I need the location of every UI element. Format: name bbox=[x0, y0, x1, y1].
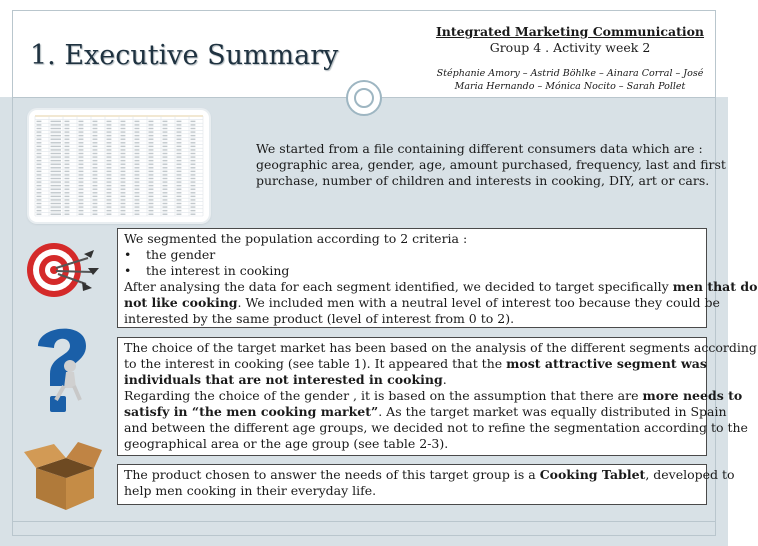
segmentation-lead: We segmented the population according to 2 criteria : bbox=[124, 231, 468, 246]
target-choice-text: Regarding the choice of the gender , it is based on the assumption that there are more needs to bbox=[124, 388, 743, 403]
emphasis: men that do bbox=[672, 279, 758, 294]
emphasis: Cooking Tablet bbox=[539, 467, 646, 482]
segmentation-text: not like cooking. We included men with a neutral level of interest too because they could be bbox=[124, 295, 720, 310]
page-title: 1. Executive Summary bbox=[30, 40, 339, 71]
question-mark-figure-icon bbox=[30, 320, 94, 420]
emphasis: satisfy in “the men cooking market” bbox=[124, 404, 379, 419]
target-choice-text: and between the different age groups, we decided not to refine the segmentation according to the bbox=[124, 420, 748, 435]
spreadsheet-thumbnail bbox=[29, 110, 209, 222]
divider-ring-ornament bbox=[346, 80, 382, 116]
emphasis: not like cooking bbox=[124, 295, 238, 310]
course-title: Integrated Marketing Communication bbox=[435, 24, 705, 39]
segmentation-box bbox=[117, 228, 758, 328]
target-choice-text: to the interest in cooking (see table 1). It appeared that the most attractive segment was bbox=[124, 356, 707, 371]
product-box bbox=[117, 464, 735, 505]
intro-line: geographic area, gender, age, amount purchased, frequency, last and first bbox=[256, 157, 726, 172]
segmentation-text: interested by the same product (level of interest from 0 to 2). bbox=[124, 311, 515, 326]
target-choice-text: satisfy in “the men cooking market”. As the target market was equally distributed in Spain bbox=[124, 404, 727, 419]
product-text: The product chosen to answer the needs of this target group is a Cooking Tablet, developed to bbox=[124, 467, 735, 482]
target-choice-text: The choice of the target market has been based on the analysis of the different segments according bbox=[124, 340, 757, 355]
intro-line: We started from a file containing different consumers data which are : bbox=[256, 141, 703, 156]
intro-paragraph bbox=[256, 141, 726, 189]
bullet-item: • the gender bbox=[124, 247, 216, 262]
spreadsheet-image bbox=[29, 110, 209, 222]
target-choice-text: geographical area or the age group (see table 2-3). bbox=[124, 436, 449, 451]
emphasis: more needs to bbox=[642, 388, 743, 403]
intro-line: purchase, number of children and interests in cooking, DIY, art or cars. bbox=[256, 173, 710, 188]
product-text: help men cooking in their everyday life. bbox=[124, 483, 377, 498]
emphasis: individuals that are not interested in cooking bbox=[124, 372, 443, 387]
author-list bbox=[420, 67, 720, 93]
bullet-item: • the interest in cooking bbox=[124, 263, 290, 278]
footer-divider bbox=[12, 521, 716, 522]
open-cardboard-box-icon bbox=[22, 434, 104, 512]
author-line: Maria Hernando – Mónica Nocito – Sarah Pollet bbox=[454, 81, 686, 92]
author-line: Stéphanie Amory – Astrid Böhlke – Ainara Corral – José bbox=[436, 68, 704, 79]
emphasis: most attractive segment was bbox=[506, 356, 707, 371]
target-choice-text: individuals that are not interested in cooking. bbox=[124, 372, 447, 387]
target-choice-box bbox=[117, 337, 757, 456]
group-label: Group 4 . Activity week 2 bbox=[489, 40, 651, 55]
segmentation-text: After analysing the data for each segment identified, we decided to target specifically men that do bbox=[124, 279, 758, 294]
target-with-darts-icon bbox=[26, 236, 102, 300]
